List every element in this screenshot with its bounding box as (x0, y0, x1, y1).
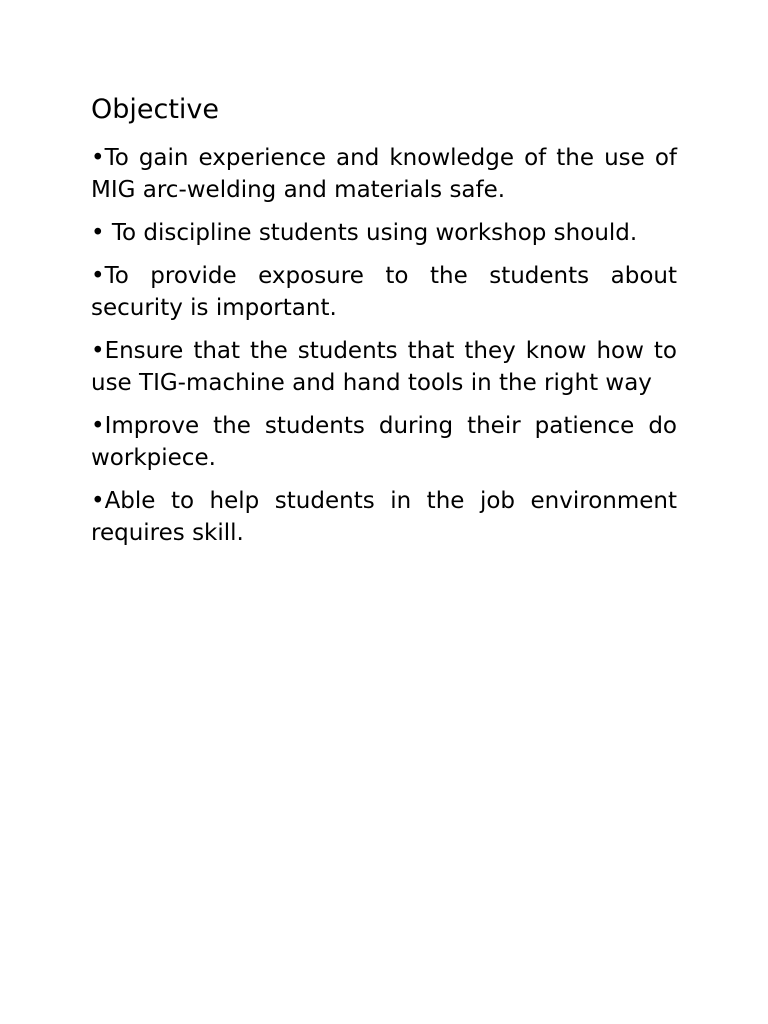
list-item: •Improve the students during their patience do workpiece. (91, 413, 677, 471)
page-title: Objective (91, 94, 220, 125)
objective-list (91, 142, 677, 549)
document-page (91, 92, 677, 560)
list-item: •To provide exposure to the students about security is important. (91, 263, 677, 321)
list-item: •Able to help students in the job environment requires skill. (91, 488, 677, 546)
list-item: •Ensure that the students that they know how to use TIG-machine and hand tools in the right way (91, 338, 677, 396)
list-item: •To gain experience and knowledge of the use of MIG arc-welding and materials safe. (91, 145, 677, 203)
list-item: • To discipline students using workshop should. (91, 220, 638, 246)
